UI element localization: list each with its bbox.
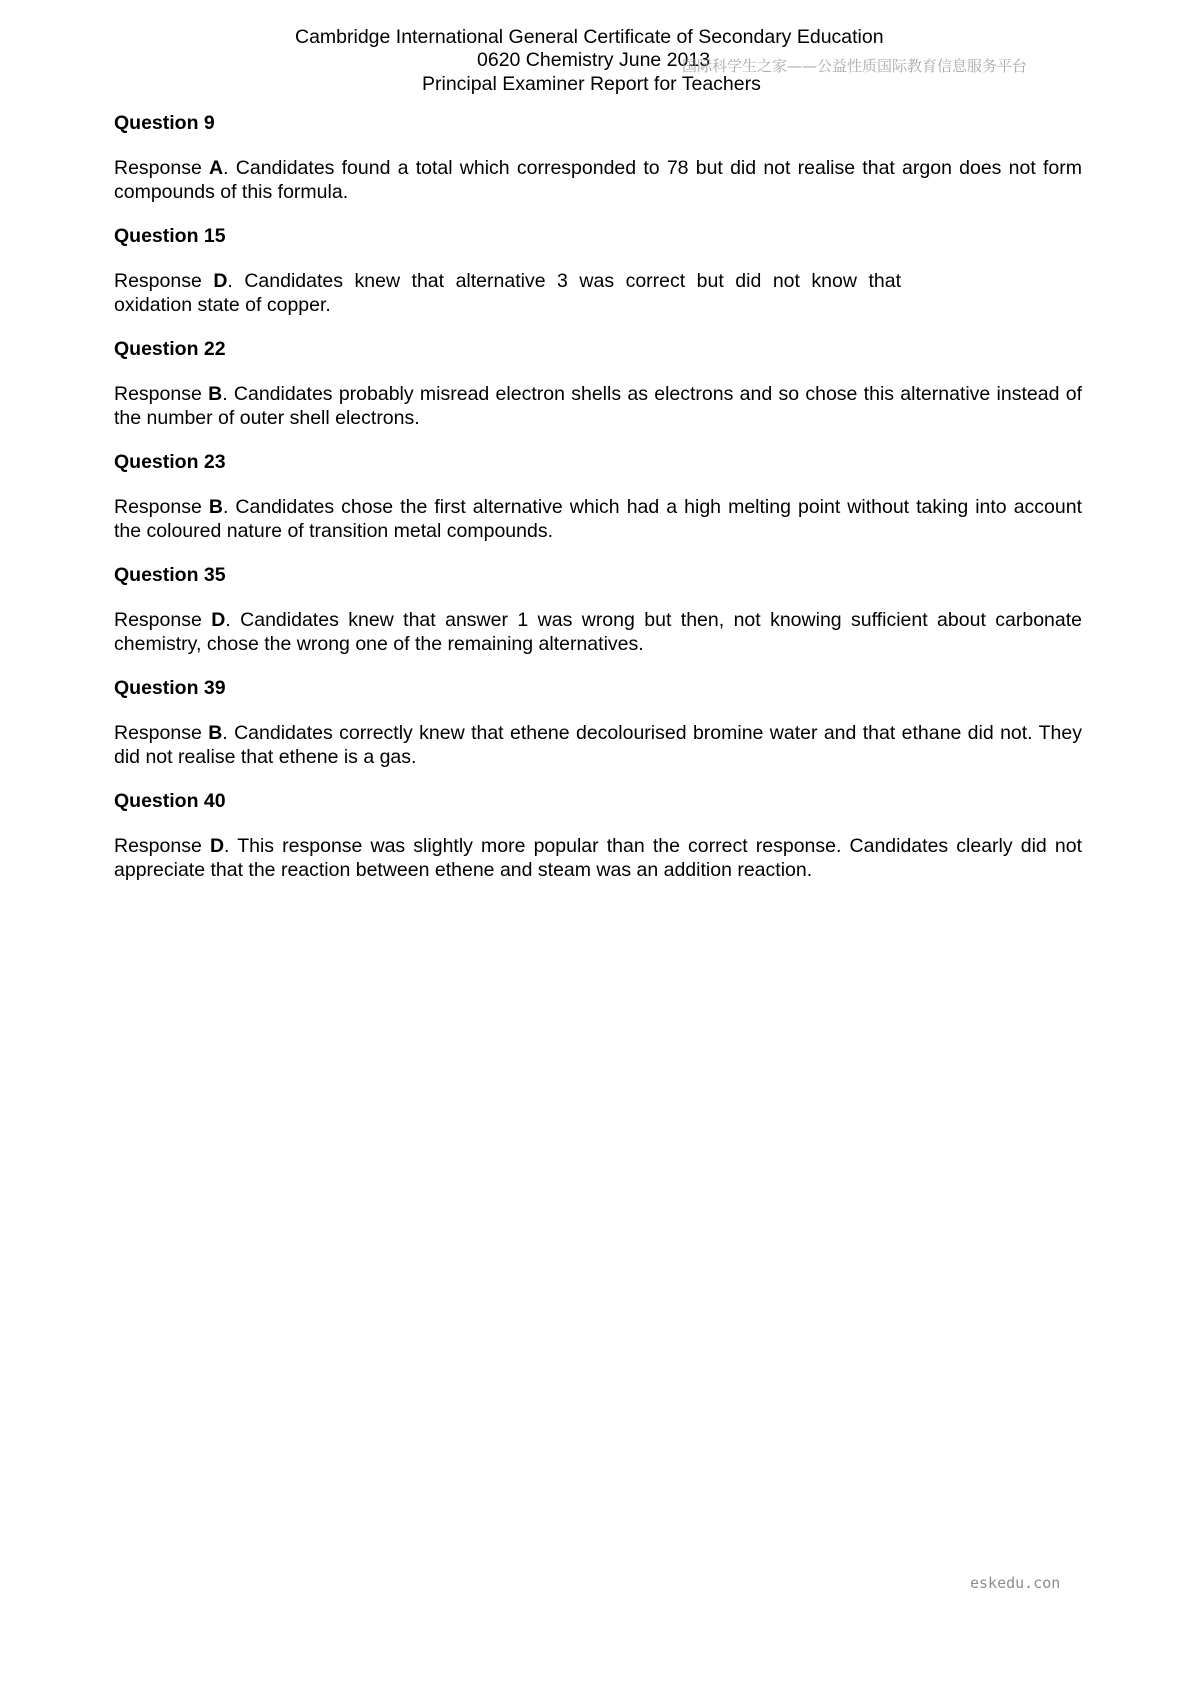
question-response (114, 609, 1082, 656)
response-text: . Candidates knew that answer 1 was wrong but then, not knowing sufficient about carbonate chemistry, chose the wrong one of the remaining alternatives. (114, 609, 1083, 655)
question-heading: Question 35 (114, 564, 226, 586)
response-prefix: Response (114, 609, 212, 631)
header-subject: 0620 Chemistry June 2013 (477, 49, 711, 71)
response-answer: D (211, 609, 226, 631)
question-response (114, 270, 1082, 317)
header-report-type: Principal Examiner Report for Teachers (422, 73, 761, 95)
response-text: . Candidates found a total which corresponded to 78 but did not realise that argon does not form compounds of this formula. (114, 157, 1082, 203)
response-text-continued: oxidation state of copper. (114, 293, 331, 316)
question-response (114, 835, 1082, 882)
response-prefix: Response (114, 496, 209, 518)
response-answer: B (208, 722, 223, 744)
header-title: Cambridge International General Certificate of Secondary Education (295, 26, 884, 48)
response-answer: A (209, 157, 224, 179)
response-text: . Candidates knew that alternative 3 was correct but did not know that (227, 270, 901, 292)
response-prefix: Response (114, 383, 209, 405)
response-prefix: Response (114, 270, 214, 292)
response-answer: D (213, 270, 228, 292)
question-response (114, 383, 1082, 430)
footer-watermark: eskedu.con (970, 1574, 1061, 1592)
question-heading: Question 15 (114, 225, 226, 247)
response-answer: B (208, 383, 223, 405)
question-response (114, 157, 1082, 204)
response-answer: D (209, 835, 225, 857)
response-text: . Candidates correctly knew that ethene decolourised bromine water and that ethane did not. They did not realise that ethene is a gas. (114, 722, 1082, 768)
response-prefix: Response (114, 835, 210, 857)
response-line (114, 270, 901, 294)
response-text: . Candidates probably misread electron shells as electrons and so chose this alternative instead of the number of outer shell electrons. (114, 383, 1082, 429)
question-heading: Question 40 (114, 790, 226, 812)
response-text: . Candidates chose the first alternative which had a high melting point without taking into account the coloured nature of transition metal compounds. (114, 496, 1082, 542)
question-heading: Question 39 (114, 677, 226, 699)
response-text: . This response was slightly more popular than the correct response. Candidates clearly did not appreciate that the reaction between ethene and steam was an addition reaction. (114, 835, 1082, 881)
question-response (114, 496, 1082, 543)
response-prefix: Response (114, 722, 209, 744)
question-heading: Question 23 (114, 451, 226, 473)
report-content (114, 112, 1082, 903)
question-heading: Question 9 (114, 112, 215, 134)
response-prefix: Response (114, 157, 210, 179)
question-heading: Question 22 (114, 338, 226, 360)
question-response (114, 722, 1082, 769)
response-answer: B (208, 496, 223, 518)
watermark-text: 国际科学生之家——公益性质国际教育信息服务平台 (682, 57, 1028, 75)
